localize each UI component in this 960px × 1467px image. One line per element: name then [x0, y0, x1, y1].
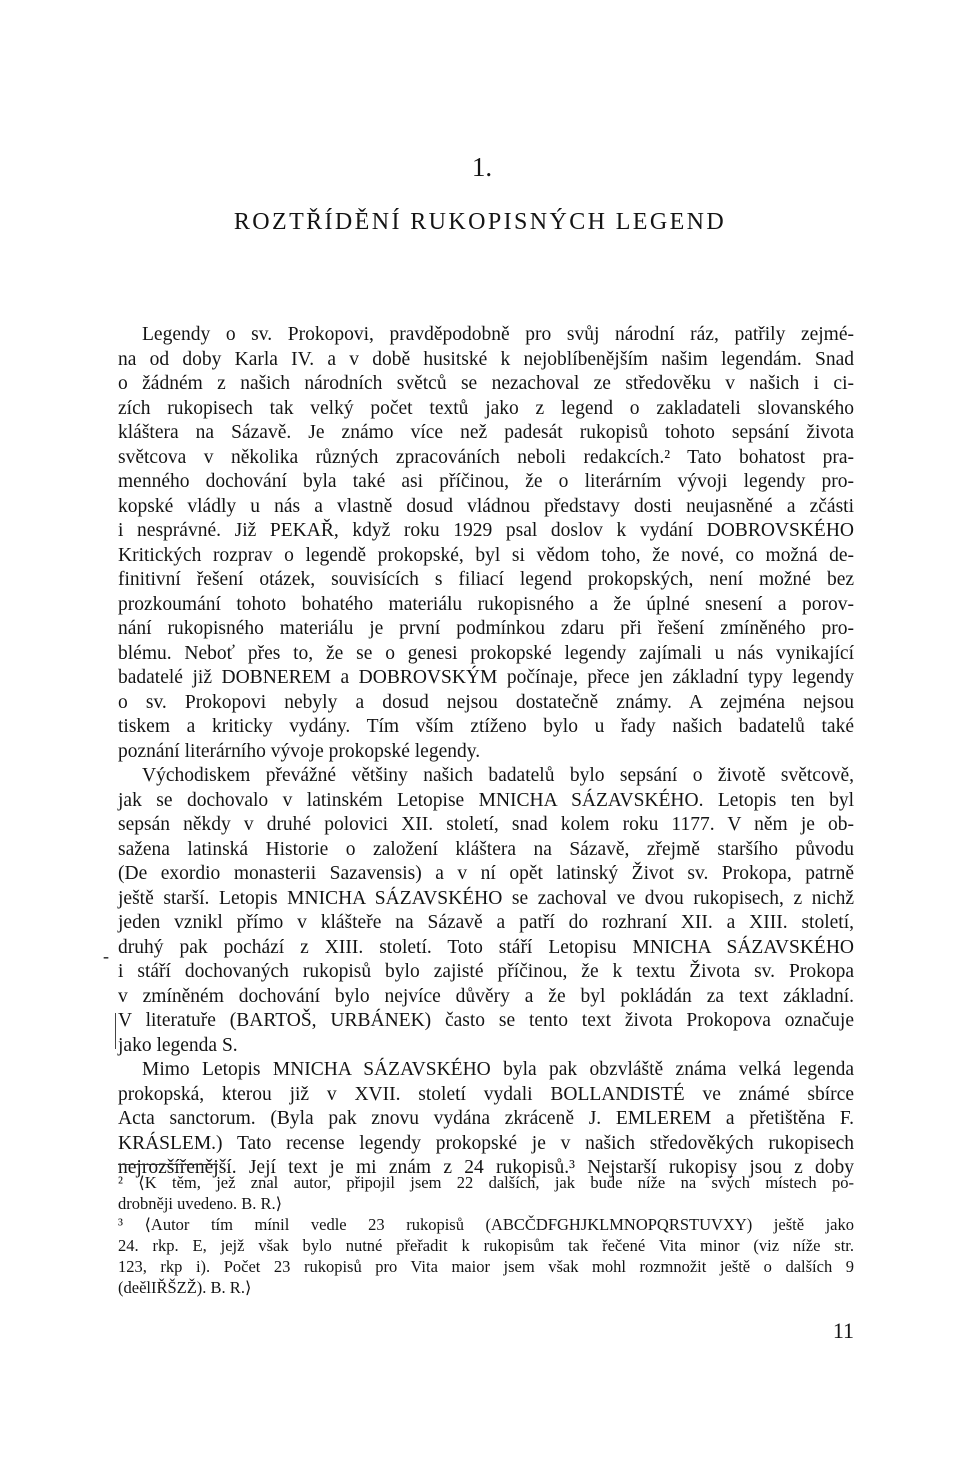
margin-mark: - — [103, 946, 109, 966]
text-line: badatelé již DOBNEREM a DOBROVSKÝM počínaje, přece jen základní typy legendy — [118, 667, 854, 688]
footnote-line: 123, rkp i). Počet 23 rukopisů pro Vita maior jsem však mohl rozmnožit ještě o dalších 9 — [118, 1257, 854, 1276]
footnote-divider — [118, 1164, 218, 1165]
text-line: Legendy o sv. Prokopovi, pravděpodobně pro svůj národní ráz, patřily zejmé- — [142, 324, 854, 345]
text-line: jeden vznikl přímo v klášteře na Sázavě a patří do rozhraní XII. a XIII. století, — [118, 912, 854, 933]
text-line: Kritických rozprav o legendě prokopské, byl si vědom toho, že nové, co možná de- — [118, 544, 854, 566]
page-number: 11 — [832, 1318, 854, 1343]
footnotes — [118, 1172, 854, 1298]
text-line: Mimo Letopis MNICHA SÁZAVSKÉHO byla pak obzvláště známa velká legenda — [142, 1059, 854, 1080]
text-line: i nesprávné. Již PEKAŘ, když roku 1929 psal doslov k vydání DOBROVSKÉHO — [118, 520, 854, 541]
text-line: sažena latinská Historie o založení kláštera na Sázavě, zřejmě staršího původu — [118, 838, 854, 860]
footnote-line: (deělIŘŠZŽ). B. R.⟩ — [118, 1278, 252, 1297]
text-line: na od doby Karla IV. a v době husitské k nejoblíbenějším našim legendám. Snad — [118, 348, 854, 370]
text-line: (De exordio monasterii Sazavensis) a v ní opět latinský Život sv. Prokopa, patrně — [118, 863, 854, 884]
text-line: v zmíněném dochování bylo nejvíce důvěry a že byl pokládán za text základní. — [118, 985, 854, 1007]
text-line: o sv. Prokopovi nebyly a dosud nejsou dostatečně známy. A zejména nejsou — [118, 691, 854, 713]
text-line: jako legenda S. — [118, 1034, 238, 1056]
paragraph-1 — [118, 323, 854, 1181]
text-line: Východiskem převážné většiny našich badatelů bylo sepsání o životě světcově, — [142, 765, 854, 786]
text-line: finitivní řešení otázek, souvisících s filiací legend prokopských, není možné bez — [118, 569, 854, 590]
text-line: ještě starší. Letopis MNICHA SÁZAVSKÉHO se zachoval ve dvou rukopisech, z nichž — [118, 887, 854, 909]
text-line: tiskem a kriticky vydány. Tím vším ztíženo bylo u řady našich badatelů také — [118, 716, 854, 737]
text-line: sepsán někdy v druhé polovici XII. století, snad kolem roku 1177. V něm je ob- — [118, 814, 854, 835]
text-line: o žádném z našich národních světců se nezachoval ze středověku v našich i ci- — [118, 373, 854, 394]
chapter-number: 1. — [471, 152, 493, 182]
text-line: kopské vládly u nás a vlastně dosud vládnou představy dosti neujasněné a zčásti — [118, 495, 854, 517]
text-line: KRÁSLEM.) Tato recense legendy prokopské je v našich středověkých rukopisech — [118, 1132, 854, 1154]
footnote-line: drobněji uvedeno. B. R.⟩ — [118, 1194, 283, 1213]
text-line: Acta sanctorum. (Byla pak znovu vydána zkráceně J. EMLEREM a přetištěna F. — [118, 1108, 854, 1129]
text-line: poznání literárního vývoje prokopské legendy. — [118, 740, 481, 762]
text-line: i stáří dochovaných rukopisů bylo zajisté příčinou, že k textu Života sv. Prokopa — [118, 961, 854, 982]
text-line: nání rukopisného materiálu je první podmínkou zdaru při řešení zmíněného pro- — [118, 618, 854, 639]
text-line: jak se dochovalo v latinském Letopise MNICHA SÁZAVSKÉHO. Letopis ten byl — [118, 789, 854, 811]
footnote-line: ³ ⟨Autor tím mínil vedle 23 rukopisů (ABCČDFGHJKLMNOPQRSTUVXY) ještě jako — [118, 1215, 854, 1234]
text-line: prokopská, kterou již v XVII. století vydali BOLLANDISTÉ ve známé sbírce — [118, 1083, 854, 1105]
text-line: druhý pak pochází z XIII. století. Toto stáří Letopisu MNICHA SÁZAVSKÉHO — [118, 936, 854, 958]
text-line: kláštera na Sázavě. Je známo více než padesát rukopisů tohoto sepsání života — [118, 422, 854, 443]
text-line: zích rukopisech tak velký počet textů jako z legend o zakladateli slovanského — [118, 397, 854, 419]
margin-line-mark — [115, 1013, 116, 1049]
text-line: blému. Neboť přes to, že se o genesi prokopské legendy zajímali u nás vynikající — [118, 642, 854, 664]
text-line: menného dochování byla také asi příčinou, že o literárním vývoji legendy pro- — [118, 471, 854, 492]
chapter-title: ROZTŘÍDĚNÍ RUKOPISNÝCH LEGEND — [233, 209, 727, 235]
text-line: prozkoumání tohoto bohatého materiálu rukopisného a že úplné snesení a porov- — [118, 593, 854, 615]
footnote-line: ² ⟨K těm, jež znal autor, připojil jsem 22 dalších, jak bude níže na svých místech po- — [118, 1173, 854, 1192]
text-line: nejrozšířenější. Její text je mi znám z 24 rukopisů.³ Nejstarší rukopisy jsou z doby — [118, 1157, 854, 1178]
text-line: V literatuře (BARTOŠ, URBÁNEK) často se tento text života Prokopova označuje — [118, 1010, 854, 1031]
footnote-line: 24. rkp. E, jejž však bylo nutné přeřadit k rukopisům tak řečené Vita minor (viz níže str. — [118, 1236, 854, 1255]
text-line: světcova v několika různých zpracováních neboli redakcích.² Tato bohatost pra- — [118, 446, 854, 468]
